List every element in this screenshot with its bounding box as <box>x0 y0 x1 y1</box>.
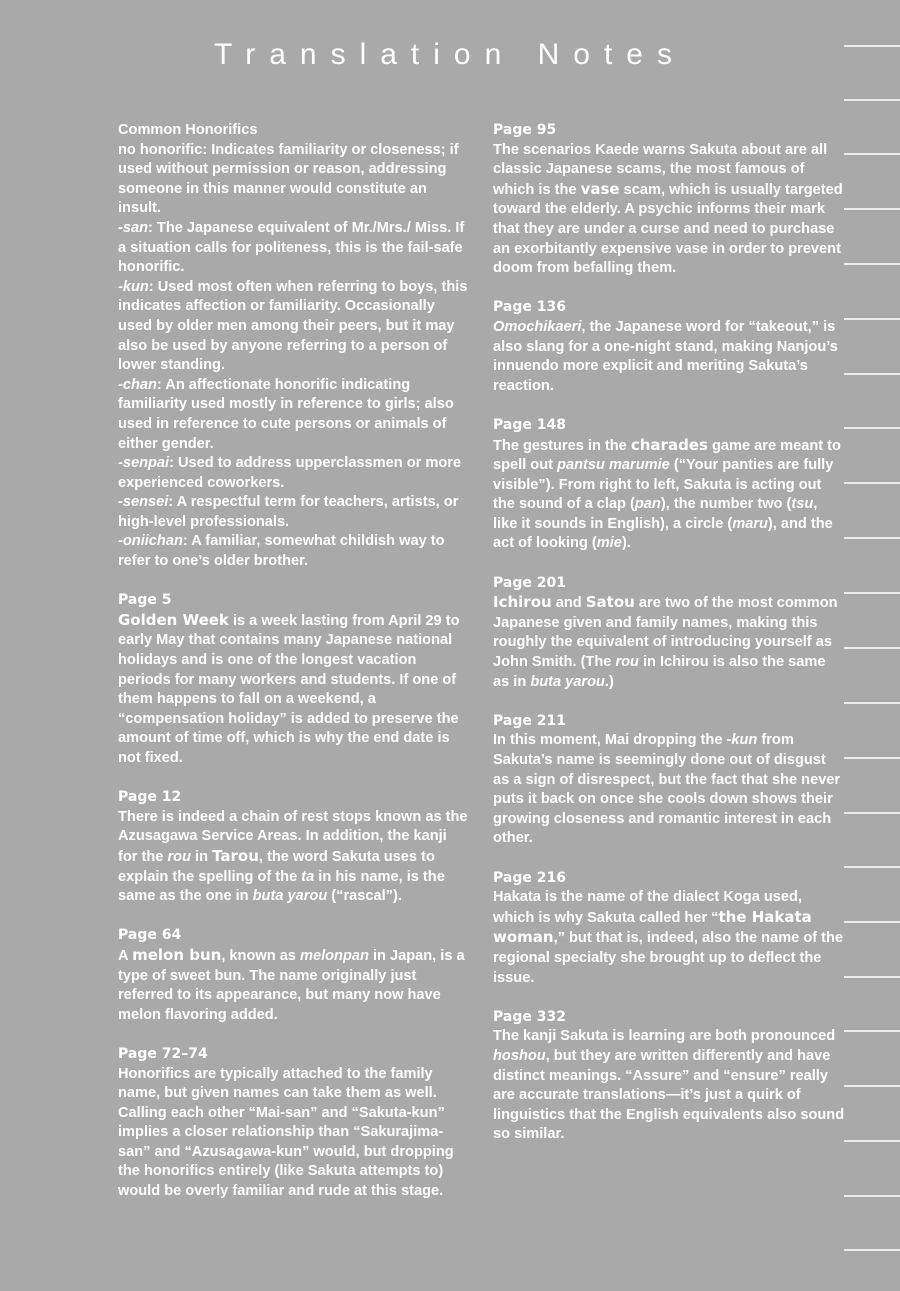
note-italic: pan <box>634 496 661 513</box>
edge-rule <box>844 1085 900 1087</box>
edge-rule <box>844 921 900 923</box>
note-text: .) <box>604 673 614 690</box>
note-text: in his name, is the same as the one in <box>118 868 445 905</box>
note-heading: Page 211 <box>493 712 566 729</box>
edge-rule <box>844 318 900 320</box>
honorific-term: -sensei <box>118 494 169 511</box>
honorific-term: -senpai <box>118 455 170 472</box>
note-body <box>118 611 468 769</box>
note-text: , like it sounds in English), a circle ( <box>493 496 818 532</box>
edge-rule <box>844 373 900 375</box>
note-page-148 <box>493 416 845 554</box>
honorific-item <box>118 376 468 454</box>
note-body <box>493 1027 845 1145</box>
note-text: are two of the most common Japanese given and family names, making this roughly the equivalent of introducing yourself as John Smith. (The <box>493 595 838 671</box>
honorific-text: : The Japanese equivalent of Mr./Mrs./ Miss. If a situation calls for politeness, this is the fail-safe honorific. <box>118 219 465 276</box>
note-body: Honorifics are typically attached to the family name, but given names can take them as well. Calling each other “Mai-san” and “Sakuta-kun” implies a closer relationship than “Sakurajima-san” and “Azusagawa-kun” would, but dropping the honorifics entirely (like Sakuta attempts to) would be overly familiar and rude at this stage. <box>118 1065 454 1200</box>
honorific-text: : Used to address upperclassmen or more experienced coworkers. <box>118 455 462 491</box>
note-heading: Page 216 <box>493 869 566 886</box>
note-page-64 <box>118 926 468 1025</box>
note-body <box>118 946 468 1025</box>
note-page-5 <box>118 591 468 768</box>
honorific-text: : A respectful term for teachers, artists, or high-level professionals. <box>118 494 459 530</box>
honorific-text: : A familiar, somewhat childish way to refer to one’s older brother. <box>118 533 445 570</box>
edge-rule <box>844 1030 900 1032</box>
note-italic: melonpan <box>299 947 369 964</box>
note-page-332 <box>493 1008 845 1145</box>
note-text: is a week lasting from April 29 to early May that contains many Japanese national holidays and is one of the longest vacation periods for many workers and students. If one of them happens to fall on a weekend, a “compensation holiday” is added to preserve the amount of time off, which is why the end date is not fixed. <box>118 612 460 766</box>
honorific-item <box>118 141 468 219</box>
note-heading: Page 5 <box>118 592 172 609</box>
note-page-136 <box>493 298 845 396</box>
note-body <box>118 808 468 907</box>
note-text: from Sakuta’s name is seemingly done out of disgust as a sign of disrespect, but the fact that she never puts it back on once she cools down shows their growing closeness and romantic interest in each other. <box>493 732 841 847</box>
note-text: ). <box>621 535 631 552</box>
note-text: The kanji Sakuta is learning are both pronounced <box>493 1028 836 1045</box>
note-term: the Hakata woman <box>493 907 812 947</box>
note-term: Ichirou <box>493 593 552 612</box>
edge-rule <box>844 1140 900 1142</box>
note-heading: Page 12 <box>118 789 182 806</box>
edge-rule <box>844 263 900 265</box>
note-text: In this moment, Mai dropping the <box>493 732 727 749</box>
edge-rule <box>844 1249 900 1251</box>
edge-rule <box>844 702 900 704</box>
note-term: Golden Week <box>118 610 229 629</box>
note-italic: tsu <box>791 496 814 513</box>
note-text: game are meant to spell out <box>493 437 841 474</box>
note-term: Satou <box>585 593 635 612</box>
edge-rule <box>844 976 900 978</box>
honorific-item <box>118 532 468 571</box>
note-italic: ta <box>301 868 315 885</box>
edge-rule <box>844 866 900 868</box>
note-body <box>493 888 845 988</box>
honorific-term: -chan <box>118 376 157 393</box>
note-italic: pantsu marumie <box>557 457 670 474</box>
edge-rule <box>844 1195 900 1197</box>
edge-rule <box>844 427 900 429</box>
honorific-term: -san <box>118 219 149 236</box>
note-text: The gestures in the <box>493 437 631 454</box>
note-heading: Page 72–74 <box>118 1045 208 1062</box>
note-heading: Page 95 <box>493 122 557 138</box>
note-page-211 <box>493 712 845 849</box>
note-italic: rou <box>167 848 191 865</box>
note-text: ,” but that is, indeed, also the name of the regional specialty she brought up to deflect the issue. <box>493 930 844 986</box>
honorific-item <box>118 278 468 376</box>
honorific-text: : Indicates familiarity or closeness; if used without permission or reason, addressing someone in this manner would constitute an insult. <box>118 141 459 217</box>
note-italic: rou <box>615 654 639 671</box>
edge-rule <box>844 537 900 539</box>
note-heading: Page 201 <box>493 574 566 591</box>
honorific-text: : Used most often when referring to boys, this indicates affection or familiarity. Occasionally used by older men among their peers, but it may also be used by anyone referring to a person of lower standing. <box>118 278 468 374</box>
honorific-text: : An affectionate honorific indicating familiarity used mostly in reference to girls; also used in reference to cute persons or animals of either gender. <box>118 376 454 452</box>
note-text: in <box>190 848 213 865</box>
honorifics-heading: Common Honorifics <box>118 122 258 138</box>
note-body <box>493 436 845 555</box>
note-page-95 <box>493 121 845 279</box>
note-text: , the word Sakuta uses to explain the spelling of the <box>118 848 435 885</box>
honorific-item <box>118 219 468 278</box>
edge-rule <box>844 208 900 210</box>
honorific-item <box>118 493 468 532</box>
note-italic: buta yarou <box>252 888 328 905</box>
note-term: melon bun <box>132 945 222 964</box>
edge-rule <box>844 482 900 484</box>
honorific-term: -oniichan <box>118 533 183 550</box>
note-text: scam, which is usually targeted toward the elderly. A psychic informs their mark that they are under a curse and need to purchase an exorbitantly expensive vase in order to prevent doom from befalling them. <box>493 181 843 277</box>
page-edge-rules <box>844 0 900 1291</box>
edge-rule <box>844 757 900 759</box>
page-title: Translation Notes <box>214 38 686 71</box>
honorifics-section <box>118 121 468 572</box>
note-text: ), and the act of looking ( <box>493 515 833 552</box>
edge-rule <box>844 99 900 101</box>
honorific-term: -kun <box>118 278 149 295</box>
edge-rule <box>844 592 900 594</box>
note-text: , the Japanese word for “takeout,” is also slang for a one-night stand, making Nanjou’s innuendo more explicit and meriting Sakuta’s reaction. <box>493 318 838 394</box>
note-text: , known as <box>221 947 300 964</box>
note-italic: maru <box>732 515 768 532</box>
note-italic: buta yarou <box>530 673 605 690</box>
right-column <box>493 121 845 1164</box>
note-heading: Page 148 <box>493 416 566 433</box>
note-text: in Japan, is a type of sweet bun. The name originally just referred to its appearance, but many now have melon flavoring added. <box>118 947 465 1023</box>
honorific-term: no honorific <box>118 141 203 158</box>
edge-rule <box>844 45 900 47</box>
note-page-72-74 <box>118 1045 468 1202</box>
note-text: Hakata is the name of the dialect Koga used, which is why Sakuta called her “ <box>493 889 802 926</box>
note-italic: -kun <box>726 732 758 749</box>
note-text: (“rascal”). <box>327 888 402 905</box>
note-term: charades <box>630 435 708 454</box>
note-heading: Page 64 <box>118 927 182 944</box>
honorific-item <box>118 454 468 493</box>
note-page-201 <box>493 574 845 693</box>
left-column <box>118 121 468 1221</box>
note-italic: Omochikaeri <box>493 318 582 335</box>
edge-rule <box>844 153 900 155</box>
note-italic: hoshou <box>493 1047 546 1064</box>
note-text: and <box>551 595 586 612</box>
note-text: The scenarios Kaede warns Sakuta about are all classic Japanese scams, the most famous of which is the <box>493 141 828 198</box>
note-text: in Ichirou is also the same as in <box>493 654 826 690</box>
edge-rule <box>844 647 900 649</box>
note-text: , but they are written differently and have distinct meanings. “Assure” and “ensure” really are accurate translations—it’s just a quirk of linguistics that the English equivalents also sound so similar. <box>493 1047 845 1143</box>
note-italic: mie <box>596 535 622 552</box>
note-text: (“Your panties are fully visible”). From right to left, Sakuta is acting out the sound of a clap ( <box>493 457 834 513</box>
note-text: A <box>118 947 133 964</box>
note-term: vase <box>580 179 620 198</box>
note-body <box>493 141 845 279</box>
note-heading: Page 332 <box>493 1008 566 1025</box>
note-heading: Page 136 <box>493 299 566 316</box>
note-page-216 <box>493 869 845 989</box>
edge-rule <box>844 812 900 814</box>
note-body <box>493 318 845 396</box>
note-body <box>493 593 845 692</box>
note-text: ), the number two ( <box>660 496 792 513</box>
note-term: Tarou <box>212 846 259 865</box>
note-text: There is indeed a chain of rest stops known as the Azusagawa Service Areas. In addition, the kanji for the <box>118 808 468 865</box>
note-body <box>493 731 845 849</box>
note-page-12 <box>118 788 468 907</box>
